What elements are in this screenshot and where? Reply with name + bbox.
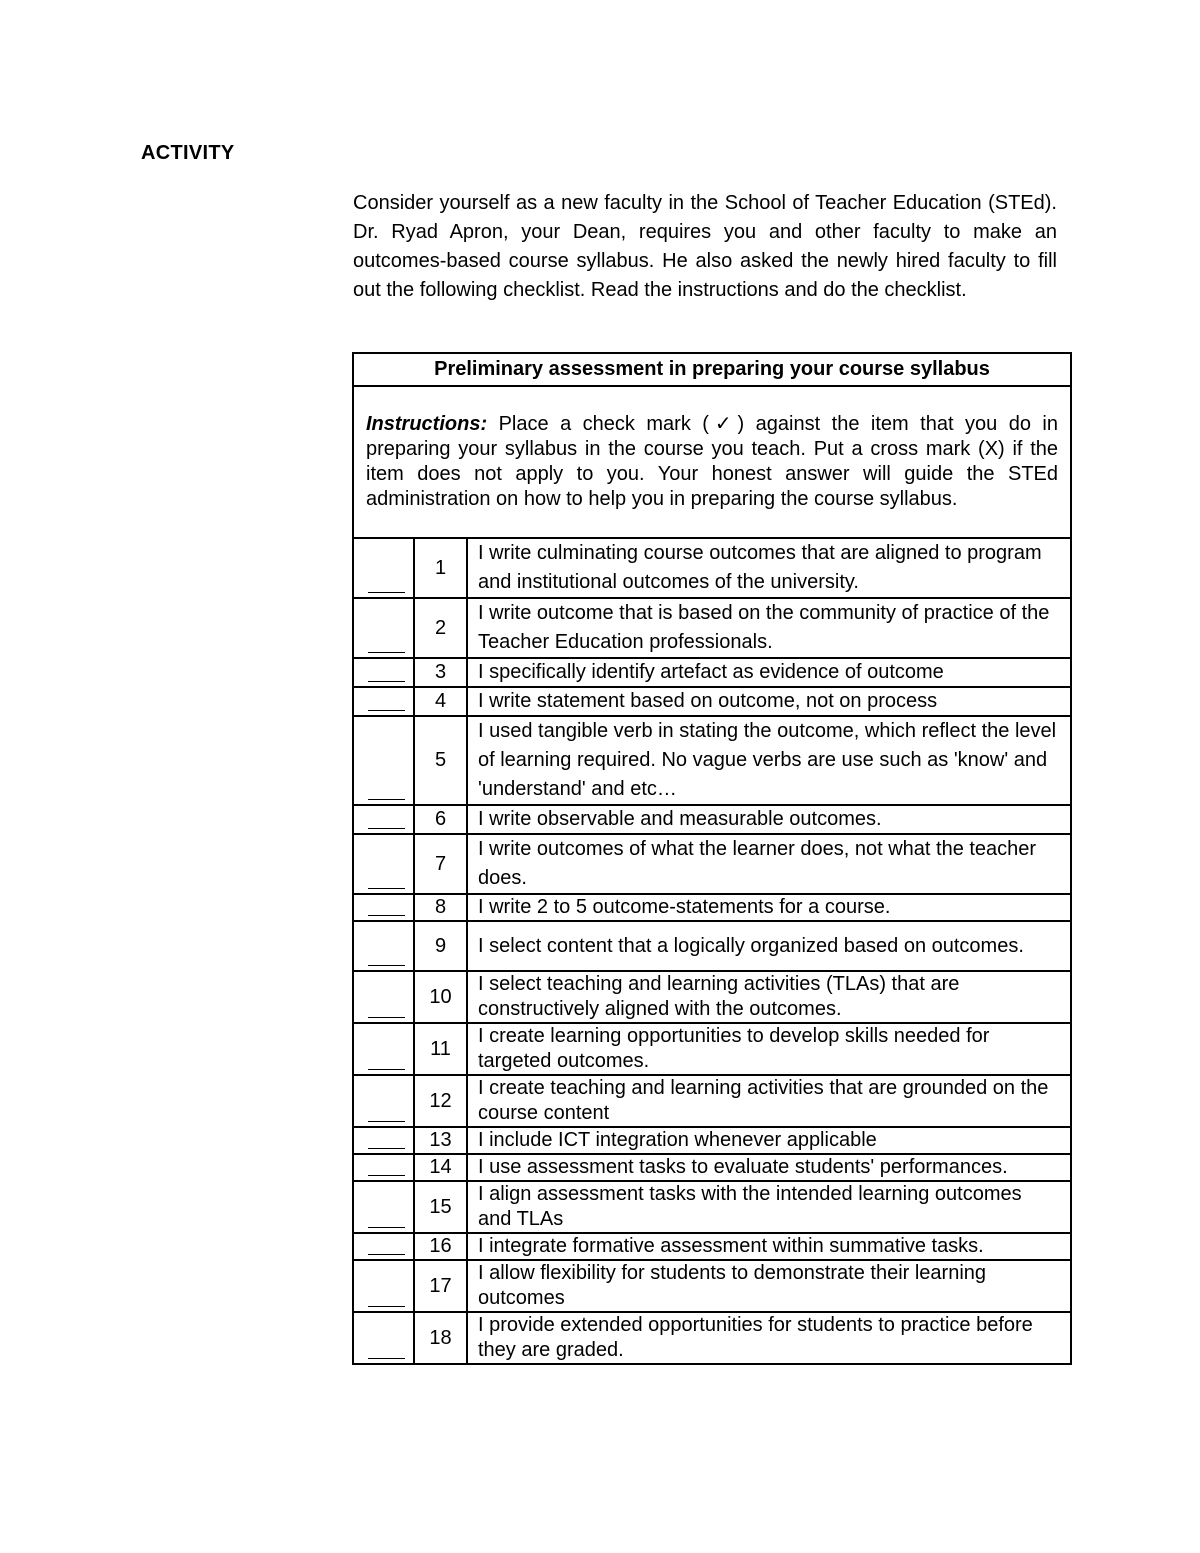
instructions-cell	[353, 386, 1071, 538]
item-number: 18	[414, 1312, 467, 1364]
answer-blank[interactable]	[353, 658, 414, 687]
checklist-table	[352, 352, 1072, 1365]
answer-blank[interactable]	[353, 971, 414, 1023]
answer-blank[interactable]	[353, 1127, 414, 1154]
item-number: 9	[414, 921, 467, 971]
answer-line	[368, 1069, 405, 1070]
answer-blank[interactable]	[353, 1312, 414, 1364]
checklist-row	[353, 1154, 1071, 1181]
item-text: I write 2 to 5 outcome-statements for a course.	[467, 894, 1071, 921]
answer-blank[interactable]	[353, 598, 414, 658]
item-text: I select content that a logically organized based on outcomes.	[467, 921, 1071, 971]
checklist-row	[353, 1181, 1071, 1233]
checklist-row	[353, 716, 1071, 805]
item-number: 14	[414, 1154, 467, 1181]
checklist-row	[353, 971, 1071, 1023]
checklist-title-row	[353, 353, 1071, 386]
item-text: I include ICT integration whenever applicable	[467, 1127, 1071, 1154]
item-text: I provide extended opportunities for students to practice before they are graded.	[467, 1312, 1071, 1364]
answer-blank[interactable]	[353, 538, 414, 598]
answer-blank[interactable]	[353, 1181, 414, 1233]
checklist-row	[353, 921, 1071, 971]
item-number: 1	[414, 538, 467, 598]
answer-blank[interactable]	[353, 1075, 414, 1127]
item-number: 3	[414, 658, 467, 687]
checklist-row	[353, 1075, 1071, 1127]
answer-line	[368, 1306, 405, 1307]
item-number: 6	[414, 805, 467, 834]
item-number: 13	[414, 1127, 467, 1154]
answer-line	[368, 652, 405, 653]
item-text: I write observable and measurable outcomes.	[467, 805, 1071, 834]
checklist-row	[353, 1312, 1071, 1364]
answer-line	[368, 1254, 405, 1255]
item-number: 2	[414, 598, 467, 658]
item-text: I write culminating course outcomes that are aligned to program and institutional outcomes of the university.	[467, 538, 1071, 598]
answer-line	[368, 1227, 405, 1228]
item-text: I create learning opportunities to develop skills needed for targeted outcomes.	[467, 1023, 1071, 1075]
item-text: I write statement based on outcome, not on process	[467, 687, 1071, 716]
checklist-row	[353, 1127, 1071, 1154]
item-text: I create teaching and learning activities that are grounded on the course content	[467, 1075, 1071, 1127]
checklist-row	[353, 1023, 1071, 1075]
answer-line	[368, 592, 405, 593]
item-text: I align assessment tasks with the intended learning outcomes and TLAs	[467, 1181, 1071, 1233]
checklist-row	[353, 538, 1071, 598]
answer-blank[interactable]	[353, 687, 414, 716]
checklist-row	[353, 894, 1071, 921]
item-text: I allow flexibility for students to demonstrate their learning outcomes	[467, 1260, 1071, 1312]
item-number: 5	[414, 716, 467, 805]
checklist-row	[353, 598, 1071, 658]
answer-blank[interactable]	[353, 834, 414, 894]
item-number: 4	[414, 687, 467, 716]
answer-line	[368, 915, 405, 916]
checklist-row	[353, 658, 1071, 687]
answer-blank[interactable]	[353, 894, 414, 921]
instructions-text: Place a check mark (✓) against the item that you do in preparing your syllabus in the course you teach. Put a cross mark (X) if the item does not apply to you. Your honest answer will guide the STEd administration on how to help you in preparing the course syllabus.	[366, 413, 1058, 510]
item-number: 8	[414, 894, 467, 921]
item-text: I specifically identify artefact as evidence of outcome	[467, 658, 1071, 687]
checklist-row	[353, 687, 1071, 716]
item-number: 11	[414, 1023, 467, 1075]
item-text: I write outcomes of what the learner does, not what the teacher does.	[467, 834, 1071, 894]
item-text: I integrate formative assessment within summative tasks.	[467, 1233, 1071, 1260]
instructions-row	[353, 386, 1071, 538]
item-number: 12	[414, 1075, 467, 1127]
answer-blank[interactable]	[353, 716, 414, 805]
answer-blank[interactable]	[353, 1233, 414, 1260]
answer-line	[368, 799, 405, 800]
answer-line	[368, 1358, 405, 1359]
item-number: 15	[414, 1181, 467, 1233]
checklist-title: Preliminary assessment in preparing your course syllabus	[353, 353, 1071, 386]
instructions-label: Instructions:	[366, 413, 488, 435]
answer-blank[interactable]	[353, 1023, 414, 1075]
item-number: 10	[414, 971, 467, 1023]
checklist-row	[353, 805, 1071, 834]
item-text: I use assessment tasks to evaluate students' performances.	[467, 1154, 1071, 1181]
answer-line	[368, 681, 405, 682]
answer-line	[368, 888, 405, 889]
answer-line	[368, 710, 405, 711]
answer-line	[368, 828, 405, 829]
item-number: 16	[414, 1233, 467, 1260]
checklist-row	[353, 834, 1071, 894]
answer-line	[368, 965, 405, 966]
answer-line	[368, 1148, 405, 1149]
answer-blank[interactable]	[353, 1154, 414, 1181]
answer-blank[interactable]	[353, 805, 414, 834]
item-number: 7	[414, 834, 467, 894]
item-text: I select teaching and learning activities (TLAs) that are constructively aligned with the outcomes.	[467, 971, 1071, 1023]
item-number: 17	[414, 1260, 467, 1312]
item-text: I used tangible verb in stating the outcome, which reflect the level of learning required. No vague verbs are use such as 'know' and 'understand' and etc…	[467, 716, 1071, 805]
answer-line	[368, 1017, 405, 1018]
activity-heading: ACTIVITY	[141, 142, 235, 164]
checklist-row	[353, 1260, 1071, 1312]
checklist-row	[353, 1233, 1071, 1260]
answer-line	[368, 1175, 405, 1176]
item-text: I write outcome that is based on the community of practice of the Teacher Education professionals.	[467, 598, 1071, 658]
answer-line	[368, 1121, 405, 1122]
answer-blank[interactable]	[353, 921, 414, 971]
answer-blank[interactable]	[353, 1260, 414, 1312]
intro-paragraph: Consider yourself as a new faculty in the School of Teacher Education (STEd). Dr. Ryad Apron, your Dean, requires you and other faculty to make an outcomes-based course syllabus. He also asked the newly hired faculty to fill out the following checklist. Read the instructions and do the checklist.	[353, 192, 1057, 301]
